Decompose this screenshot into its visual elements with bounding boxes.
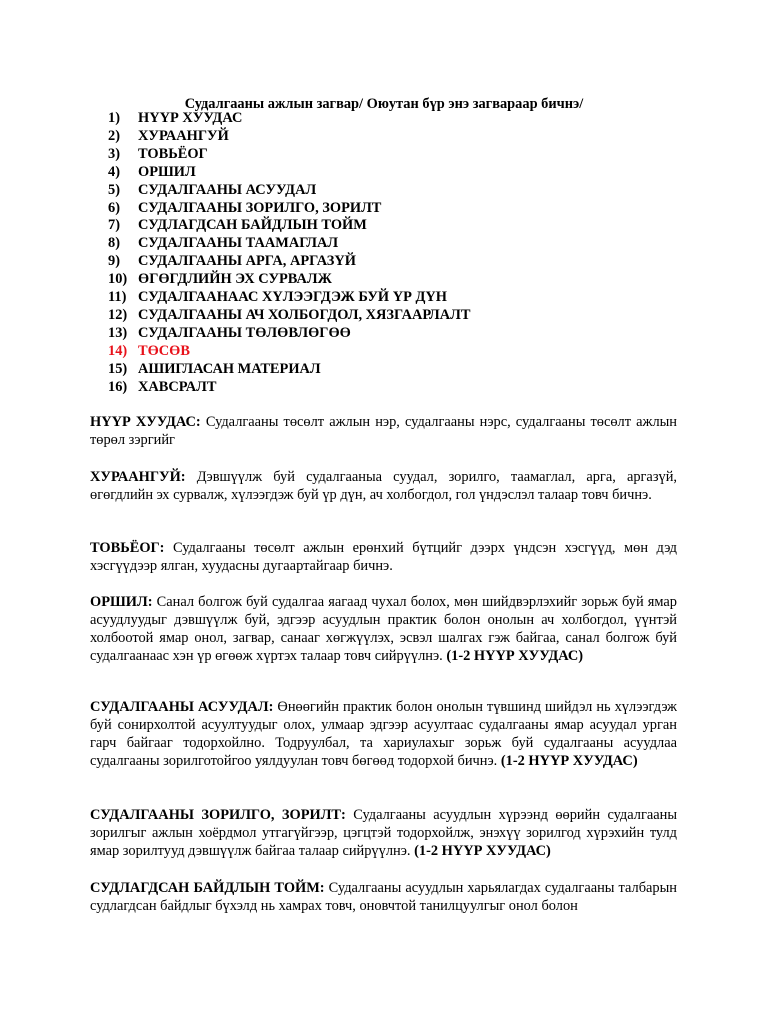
outline-item-label: СУДЛАГДСАН БАЙДЛЫН ТОЙМ — [138, 217, 367, 234]
section-page-note: (1-2 НҮҮР ХУУДАС) — [414, 842, 551, 859]
section-outline-list — [108, 110, 470, 397]
outline-item-label: ТОВЬЁОГ — [138, 145, 208, 162]
outline-item-label: СУДАЛГААНЫ АРГА, АРГАЗҮЙ — [138, 253, 356, 270]
outline-item-label: СУДАЛГААНЫ ТААМАГЛАЛ — [138, 235, 339, 252]
section-table-of-contents — [90, 540, 677, 576]
outline-item — [108, 235, 470, 253]
section-body: Өнөөгийн практик болон онолын түвшинд шийдэл нь хүлээгдэж буй сонирхолтой асуултуудыг олох, улмаар эдгээр асуултаас судалгааны ямар асуудал урган гарч байгааг тодорхойлно. Тодруулбал, та хариулахыг зорьж буй судалгааны асуудлаа судалгааны зорилготойгоо уялдуулан товч бөгөөд тодорхой бичнэ. — [90, 699, 677, 769]
outline-item-number: 2) — [108, 127, 120, 144]
section-heading: СУДАЛГААНЫ ЗОРИЛГО, ЗОРИЛТ: — [90, 807, 346, 823]
section-heading: СУДЛАГДСАН БАЙДЛЫН ТОЙМ: — [90, 880, 325, 896]
outline-item — [108, 110, 470, 128]
section-introduction — [90, 594, 677, 666]
outline-item — [108, 182, 470, 200]
outline-item-number: 1) — [108, 110, 120, 126]
section-page-note: (1-2 НҮҮР ХУУДАС) — [446, 647, 584, 664]
outline-item-highlighted — [108, 343, 470, 361]
outline-item-label: ХАВСРАЛТ — [138, 378, 217, 395]
section-research-problem — [90, 699, 677, 771]
outline-item-label: ӨГӨГДЛИЙН ЭХ СУРВАЛЖ — [138, 271, 332, 288]
section-heading: ХУРААНГУЙ: — [90, 469, 186, 485]
section-literature-review — [90, 880, 677, 916]
outline-item-number: 13) — [108, 324, 128, 341]
outline-item — [108, 271, 470, 289]
outline-item — [108, 289, 470, 307]
outline-item — [108, 379, 470, 397]
section-body: Дэвшүүлж буй судалгааныа суудал, зорилго, таамаглал, арга, аргазүй, өгөгдлийн эх сурвалж, хүлээгдэж буй үр дүн, ач холбогдол, гол үндэслэл талаар товч бичнэ. — [90, 469, 677, 503]
outline-item-number: 9) — [108, 253, 120, 270]
outline-item-number: 11) — [108, 289, 127, 306]
outline-item-number: 4) — [108, 163, 120, 180]
outline-item-label: ХУРААНГУЙ — [138, 127, 229, 144]
outline-item-number: 16) — [108, 378, 128, 395]
outline-item — [108, 146, 470, 164]
outline-item — [108, 128, 470, 146]
outline-item-label: СУДАЛГААНЫ ЗОРИЛГО, ЗОРИЛТ — [138, 199, 382, 216]
section-summary — [90, 469, 677, 505]
section-body: Судалгааны төсөлт ажлын нэр, судалгааны нэрс, судалгааны төсөлт ажлын төрөл зэргийг — [90, 414, 678, 448]
section-body: Судалгааны төсөлт ажлын ерөнхий бүтцийг дээрх үндсэн хэсгүүд, мөн дэд хэсгүүдээр ялган, хуудасны дугаартайгаар бичнэ. — [90, 540, 677, 574]
outline-item-number: 5) — [108, 181, 120, 198]
outline-item-label: СУДАЛГААНЫ АЧ ХОЛБОГДОЛ, ХЯЗГААРЛАЛТ — [138, 306, 471, 323]
document-title: Судалгааны ажлын загвар/ Оюутан бүр энэ загвараар бичнэ/ — [184, 96, 584, 112]
section-body: Судалгааны асуудлын харьялагдах судалгааны талбарын судлагдсан байдлыг бүхэлд нь хамрах товч, оновчтой танилцуулгыг онол болон — [90, 880, 677, 914]
section-heading: ТОВЬЁОГ: — [90, 540, 165, 556]
outline-item-number: 3) — [108, 145, 120, 162]
section-body: Судалгааны асуудлын хүрээнд өөрийн судалгааны зорилгыг ажлын хоёрдмол утгагүйгээр, цэгцтэй тодорхойлж, энэхүү зорилгод хүрэхийн тулд ямар зорилтууд дэвшүүлж байгаа талаар сийрүүлнэ. — [90, 807, 677, 859]
section-body: Санал болгож буй судалгаа яагаад чухал болох, мөн шийдвэрлэхийг зорьж буй ямар асуудлуудыг дэвшүүлж буй, эдгээр асуудлын практик болон онолын ач холбогдол, үүнтэй холбоотой ямар онол, загвар, санааг хөгжүүлэх, эсвэл шалгах гэж байгаа, санал болгож буй судалгаанаас хэн үр өгөөж хүртэх талаар товч сийрүүлнэ. — [90, 594, 677, 664]
section-heading: НҮҮР ХУУДАС: — [90, 414, 201, 430]
outline-item-label: СУДАЛГААНЫ АСУУДАЛ — [138, 181, 317, 198]
outline-item-label: ТӨСӨВ — [138, 342, 190, 359]
outline-item — [108, 164, 470, 182]
outline-item — [108, 325, 470, 343]
section-page-note: (1-2 НҮҮР ХУУДАС) — [500, 752, 638, 769]
section-cover-page — [90, 414, 677, 450]
outline-item — [108, 200, 470, 218]
section-heading: ОРШИЛ: — [90, 594, 153, 610]
section-heading: СУДАЛГААНЫ АСУУДАЛ: — [90, 699, 274, 715]
outline-item — [108, 217, 470, 235]
outline-item-label: АШИГЛАСАН МАТЕРИАЛ — [138, 360, 321, 377]
outline-item-number: 6) — [108, 199, 120, 216]
outline-item-label: СУДАЛГААНААС ХҮЛЭЭГДЭЖ БУЙ ҮР ДҮН — [138, 289, 447, 306]
outline-item — [108, 361, 470, 379]
outline-item-label: НҮҮР ХУУДАС — [138, 110, 243, 126]
outline-item-number: 15) — [108, 360, 128, 377]
outline-item-label: СУДАЛГААНЫ ТӨЛӨВЛӨГӨӨ — [138, 324, 351, 341]
outline-item-number: 10) — [108, 271, 128, 288]
section-goals-objectives — [90, 807, 677, 861]
outline-item — [108, 253, 470, 271]
outline-item-label: ОРШИЛ — [138, 163, 196, 180]
outline-item-number: 7) — [108, 217, 120, 234]
outline-item — [108, 307, 470, 325]
outline-item-number: 8) — [108, 235, 120, 252]
outline-item-number: 14) — [108, 342, 128, 359]
outline-item-number: 12) — [108, 306, 128, 323]
